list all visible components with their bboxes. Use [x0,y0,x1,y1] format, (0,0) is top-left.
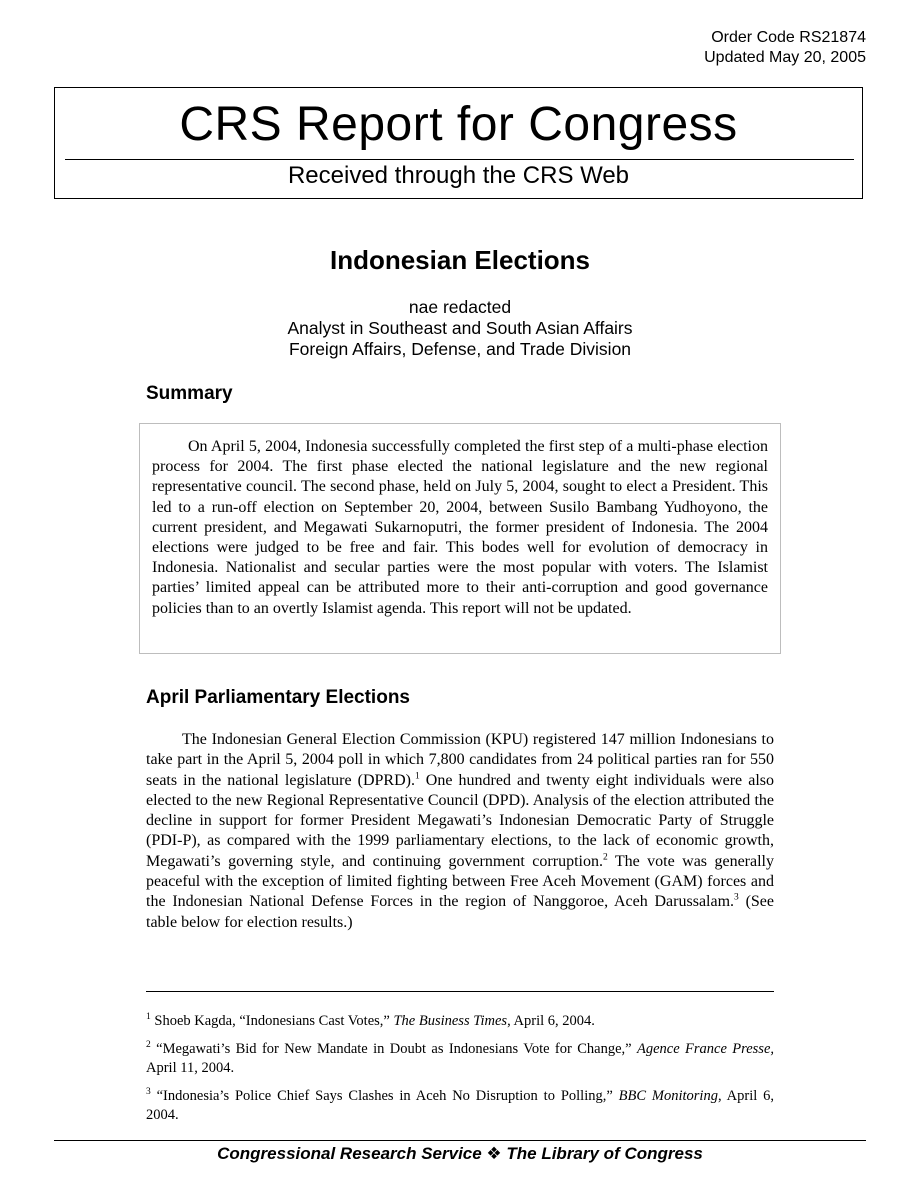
footnote [146,1087,774,1125]
author-block [0,297,920,360]
footnote-date: April 11, 2004. [146,1060,235,1076]
footnote-number: 2 [146,1040,151,1051]
body-text-part: The vote was generally peaceful with the exception of limited fighting between Free Aceh Movement (GAM) forces and the Indonesian National Defense Forces in the region of Nanggoroe, Aceh Darussalam. [146,852,774,911]
footnote-ref-2[interactable]: 2 [602,852,608,863]
footnote-source: The Business Times [393,1013,508,1029]
updated-date: Updated May 20, 2005 [704,49,866,66]
body-text-part: (See table below for election results.) [146,893,774,931]
footnote-date: , April 6, 2004. [146,1088,775,1123]
masthead-subtitle: Received through the CRS Web [287,162,630,189]
page-footer: Congressional Research Service ❖ The Library of Congress [217,1144,703,1163]
order-code: Order Code RS21874 [711,29,866,46]
report-title: Indonesian Elections [329,245,591,275]
masthead-rule [65,159,854,160]
body-paragraph [146,730,774,933]
footnote-source: Agence France Presse, [636,1041,775,1057]
footnote-number: 1 [146,1012,151,1023]
footnote-date: , April 6, 2004. [507,1013,595,1029]
footnote-text: “Indonesia’s Police Chief Says Clashes in Aceh No Disruption to Polling,” [156,1088,619,1104]
footnote-ref-1[interactable]: 1 [414,771,420,782]
summary-heading: Summary [146,383,233,404]
footnote-source: BBC Monitoring [618,1088,718,1104]
order-code-block [704,28,866,68]
footnote-text: “Megawati’s Bid for New Mandate in Doubt as Indonesians Vote for Change,” [156,1041,637,1057]
body-text-part: One hundred and twenty eight individuals were also elected to the new Regional Representative Council (DPD). Analysis of the election attributed the decline in support for former President Megawati’s Indonesian Democratic Party of Struggle (PDI-P), as compared with the 1999 parliamentary elections, to the lack of economic growth, Megawati’s governing style, and continuing government corruption. [146,771,775,870]
author-name: nae redacted [408,297,512,317]
author-title: Analyst in Southeast and South Asian Affairs [287,318,633,338]
footnote-number: 3 [146,1087,151,1098]
author-division: Foreign Affairs, Defense, and Trade Division [288,339,632,359]
footnote-text: Shoeb Kagda, “Indonesians Cast Votes,” [154,1013,394,1029]
footnote-ref-3[interactable]: 3 [734,893,739,904]
body-text-part: The Indonesian General Election Commission (KPU) registered 147 million Indonesians to take part in the April 5, 2004 poll in which 7,800 candidates from 24 political parties ran for 550 seats in the national legislature (DPRD). [146,731,774,789]
footer-rule [54,1140,866,1141]
summary-box [139,423,781,654]
section-heading: April Parliamentary Elections [146,687,410,708]
masthead [54,87,863,199]
footnotes [146,1012,774,1134]
summary-text: On April 5, 2004, Indonesia successfully completed the first step of a multi-phase election process for 2004. The first phase elected the national legislature and the new regional representative council. The second phase, held on July 5, 2004, sought to elect a President. This led to a run-off election on September 20, 2004, between Susilo Bambang Yudhoyono, the current president, and Megawati Sukarnoputri, the former president of Indonesia. The 2004 elections were judged to be free and fair. This bodes well for evolution of democracy in Indonesia. Nationalist and secular parties were the most popular with voters. The Islamist parties’ limited appeal can be attributed more to their anti-corruption and good governance policies than to an overtly Islamist agenda. This report will not be updated. [152,438,768,617]
footnote-rule [146,991,774,992]
footnote [146,1040,774,1078]
footnote [146,1012,774,1031]
masthead-title: CRS Report for Congress [179,98,738,151]
